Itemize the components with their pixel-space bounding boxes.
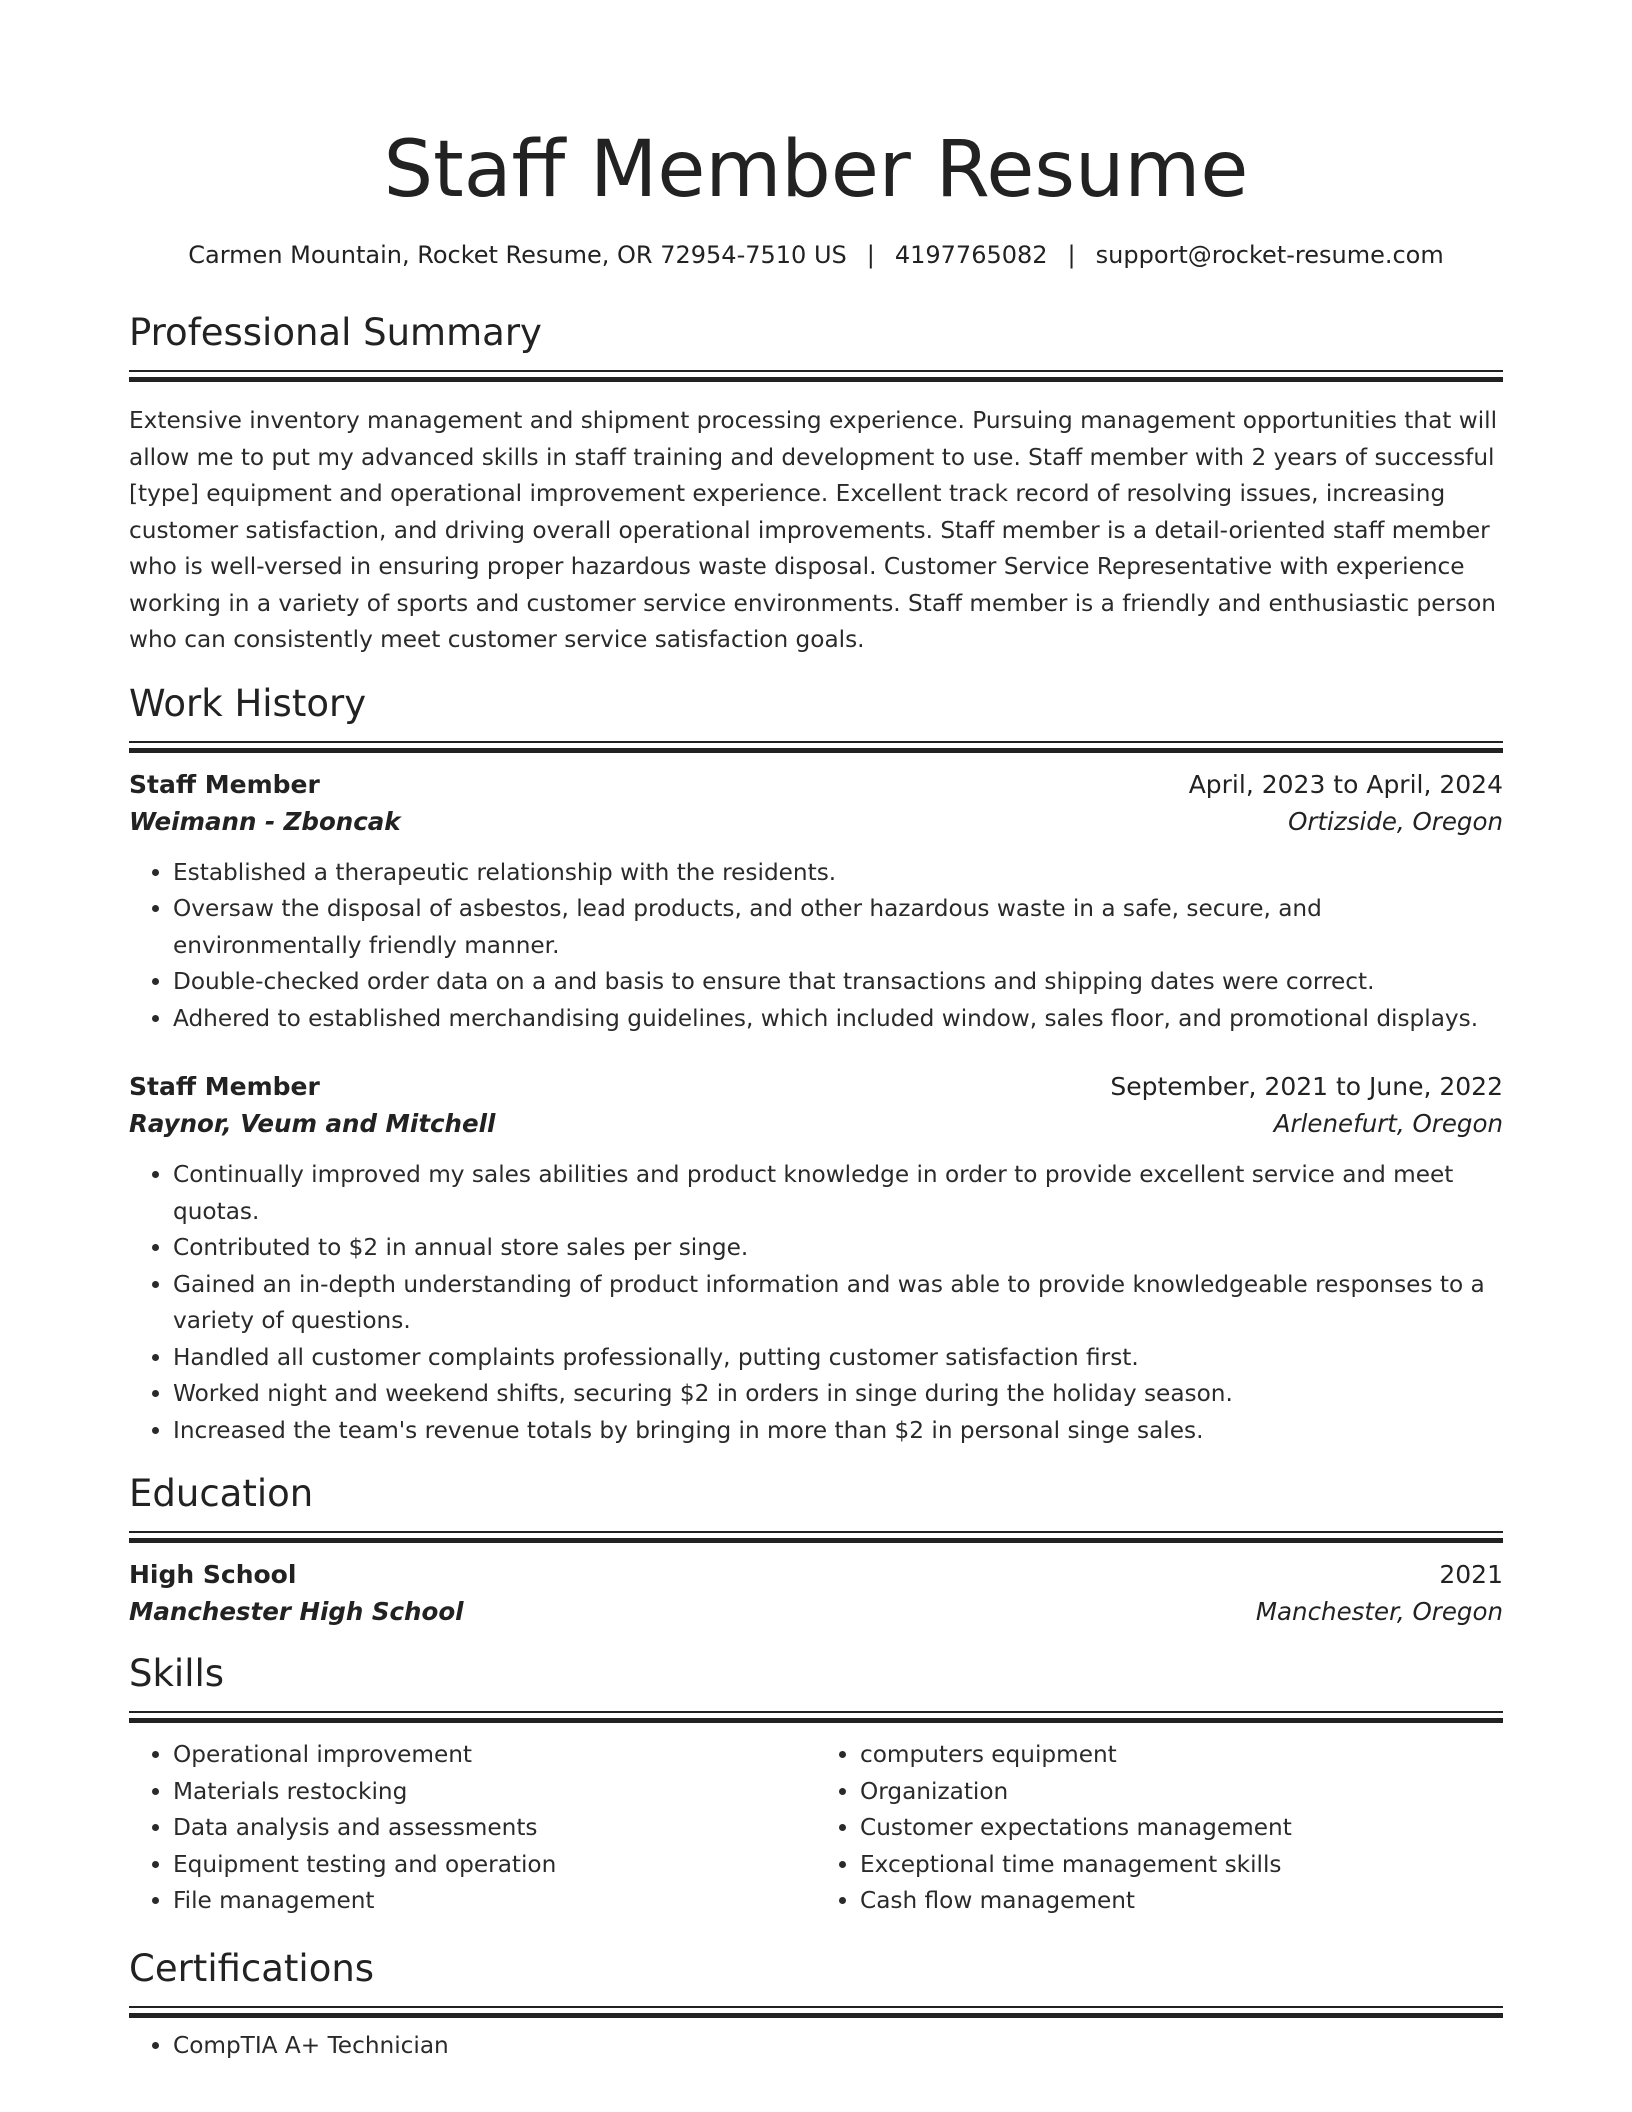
section-divider	[129, 1531, 1503, 1533]
skill-item: • Equipment testing and operation	[173, 1847, 816, 1884]
job-header	[129, 767, 1503, 803]
list-item: • Continually improved my sales abilities and product knowledge in order to provide excellent service and meet quotas.	[173, 1157, 1503, 1230]
list-item: • Gained an in-depth understanding of product information and was able to provide knowledgeable responses to a variety of questions.	[173, 1267, 1503, 1340]
list-item: • Double-checked order data on a and basis to ensure that transactions and shipping dates were correct.	[173, 964, 1503, 1001]
skill-item: • Materials restocking	[173, 1774, 816, 1811]
section-divider	[129, 370, 1503, 372]
job-entry	[129, 767, 1503, 1038]
education-heading: Education	[129, 1472, 314, 1515]
education-year: 2021	[1439, 1560, 1503, 1589]
list-item: • Worked night and weekend shifts, securing $2 in orders in singe during the holiday season.	[173, 1376, 1503, 1413]
contact-email[interactable]: support@rocket-resume.com	[1095, 241, 1444, 269]
contact-phone: 4197765082	[894, 241, 1048, 269]
list-item: • Established a therapeutic relationship with the residents.	[173, 855, 1503, 892]
certifications-list	[129, 2028, 1503, 2065]
job-bullets	[129, 1157, 1503, 1449]
summary-section	[129, 310, 1503, 659]
list-item: • Contributed to $2 in annual store sales per singe.	[173, 1230, 1503, 1267]
contact-address: Carmen Mountain, Rocket Resume, OR 72954-7510 US	[188, 241, 847, 269]
list-item: • Oversaw the disposal of asbestos, lead products, and other hazardous waste in a safe, secure, and environmentally friendly manner.	[173, 891, 1503, 964]
job-dates: April, 2023 to April, 2024	[1188, 769, 1503, 799]
skills-heading: Skills	[129, 1652, 225, 1695]
certification-item: • CompTIA A+ Technician	[173, 2028, 1503, 2065]
certifications-heading: Certifications	[129, 1946, 375, 1990]
job-subheader	[129, 1105, 1503, 1143]
section-divider	[129, 1711, 1503, 1713]
skill-item: • Operational improvement	[173, 1737, 816, 1774]
job-bullets	[129, 855, 1503, 1038]
education-subheader	[129, 1593, 1503, 1631]
job-role: Staff Member	[129, 769, 320, 799]
contact-separator: |	[866, 241, 875, 269]
contact-line	[129, 238, 1503, 272]
contact-separator: |	[1067, 241, 1076, 269]
job-employer: Weimann - Zboncak	[129, 806, 401, 836]
job-role: Staff Member	[129, 1072, 320, 1101]
education-location: Manchester, Oregon	[1255, 1597, 1503, 1626]
job-location: Arlenefurt, Oregon	[1273, 1109, 1503, 1138]
education-entry	[129, 1557, 1503, 1631]
skills-grid	[129, 1737, 1503, 1920]
education-degree: High School	[129, 1560, 297, 1589]
skill-item: • Data analysis and assessments	[173, 1810, 816, 1847]
education-section	[129, 1471, 1503, 1631]
job-employer: Raynor, Veum and Mitchell	[129, 1109, 496, 1138]
skill-item: • Exceptional time management skills	[860, 1847, 1503, 1884]
skills-column-right	[816, 1737, 1503, 1920]
skill-item: • computers equipment	[860, 1737, 1503, 1774]
skill-item: • File management	[173, 1883, 816, 1920]
job-entry	[129, 1069, 1503, 1449]
education-header	[129, 1557, 1503, 1593]
skills-section	[129, 1651, 1503, 1920]
skill-item: • Customer expectations management	[860, 1810, 1503, 1847]
resume-title: Staff Member Resume	[383, 125, 1249, 215]
section-divider	[129, 741, 1503, 743]
list-item: • Increased the team's revenue totals by bringing in more than $2 in personal singe sales.	[173, 1413, 1503, 1450]
certifications-section	[129, 1946, 1503, 2065]
education-school: Manchester High School	[129, 1597, 464, 1626]
job-location: Ortizside, Oregon	[1288, 806, 1503, 836]
job-dates: September, 2021 to June, 2022	[1110, 1072, 1503, 1101]
job-header	[129, 1069, 1503, 1105]
list-item: • Handled all customer complaints professionally, putting customer satisfaction first.	[173, 1340, 1503, 1377]
job-subheader	[129, 803, 1503, 841]
skill-item: • Organization	[860, 1774, 1503, 1811]
work-history-section	[129, 681, 1503, 1450]
skill-item: • Cash flow management	[860, 1883, 1503, 1920]
work-history-heading: Work History	[129, 681, 367, 725]
summary-text: Extensive inventory management and shipment processing experience. Pursuing management opportunities that will allow me to put my advanced skills in staff training and development to use. Staff member with 2 years of successful [type] equipment and operational improvement experience. Excellent track record of resolving issues, increasing customer satisfaction, and driving overall operational improvements. Staff member is a detail-oriented staff member who is well-versed in ensuring proper hazardous waste disposal. Customer Service Representative with experience working in a variety of sports and customer service environments. Staff member is a friendly and enthusiastic person who can consistently meet customer service satisfaction goals.	[129, 407, 1498, 653]
list-item: • Adhered to established merchandising guidelines, which included window, sales floor, and promotional displays.	[173, 1001, 1503, 1038]
skills-column-left	[129, 1737, 816, 1920]
section-divider	[129, 2006, 1503, 2008]
summary-heading: Professional Summary	[129, 311, 542, 354]
